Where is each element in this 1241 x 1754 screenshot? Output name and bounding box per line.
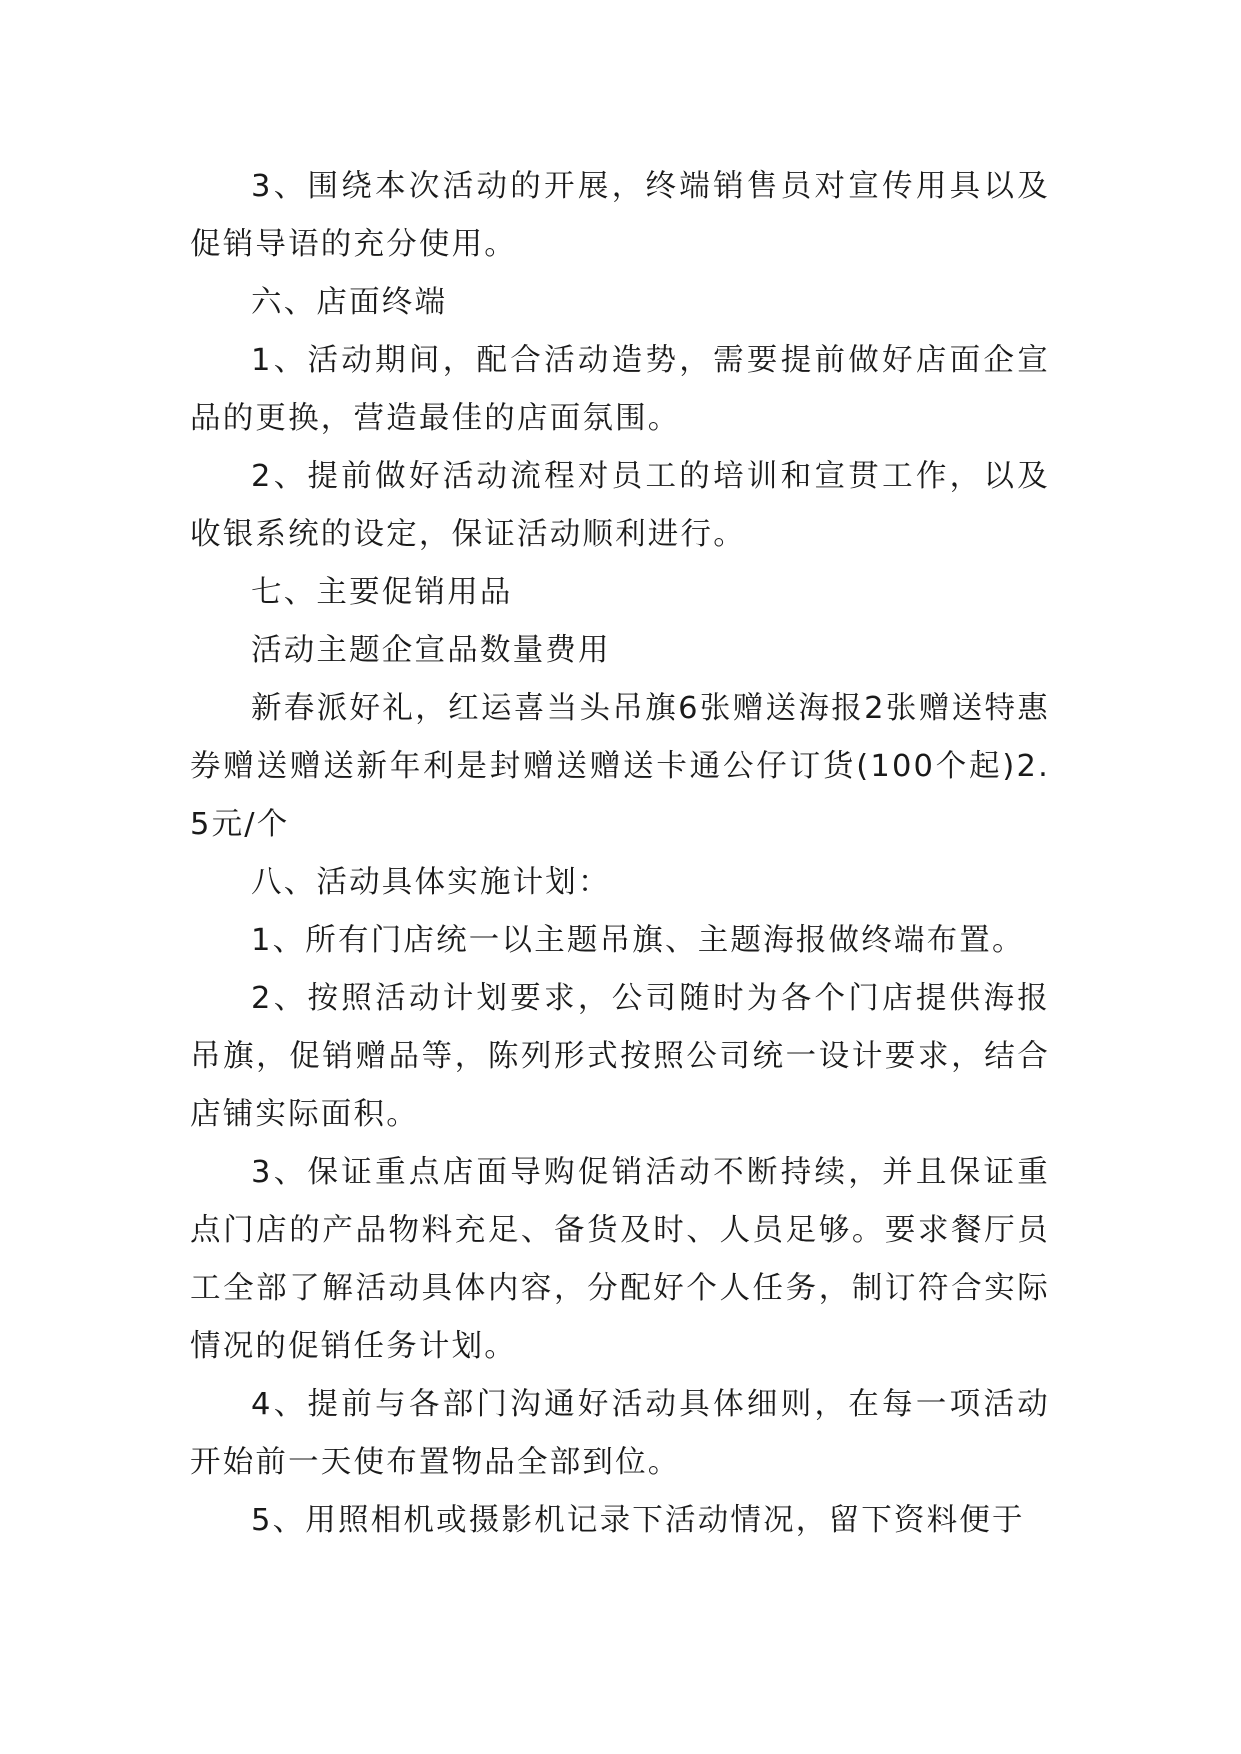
heading-implementation-plan: 八、活动具体实施计划： — [251, 865, 611, 900]
paragraph-plan-item-1: 1、所有门店统一以主题吊旗、主题海报做终端布置。 — [251, 923, 1025, 958]
paragraph-plan-item-3: 3、保证重点店面导购促销活动不断持续，并且保证重点门店的产品物料充足、备货及时、人员足够。要求餐厅员工全部了解活动具体内容，分配好个人任务，制订符合实际情况的促销任务计划。 — [190, 1155, 1050, 1364]
paragraph-promo-materials-usage: 3、围绕本次活动的开展，终端销售员对宣传用具以及促销导语的充分使用。 — [190, 169, 1050, 262]
paragraph-plan-item-4: 4、提前与各部门沟通好活动具体细则，在每一项活动开始前一天使布置物品全部到位。 — [190, 1387, 1050, 1480]
paragraph-promo-items-list: 新春派好礼，红运喜当头吊旗6张赠送海报2张赠送特惠券赠送赠送新年利是封赠送赠送卡通公仔订货(100个起)2.5元/个 — [190, 691, 1050, 842]
paragraph-plan-item-2: 2、按照活动计划要求，公司随时为各个门店提供海报吊旗，促销赠品等，陈列形式按照公司统一设计要求，结合店铺实际面积。 — [190, 981, 1050, 1132]
heading-promo-items: 七、主要促销用品 — [251, 575, 513, 610]
paragraph-staff-training: 2、提前做好活动流程对员工的培训和宣贯工作，以及收银系统的设定，保证活动顺利进行。 — [190, 459, 1050, 552]
paragraph-promo-items-header: 活动主题企宣品数量费用 — [251, 633, 611, 668]
paragraph-plan-item-5: 5、用照相机或摄影机记录下活动情况，留下资料便于 — [251, 1503, 1025, 1538]
heading-store-terminal: 六、店面终端 — [251, 285, 448, 320]
paragraph-store-decoration: 1、活动期间，配合活动造势，需要提前做好店面企宣品的更换，营造最佳的店面氛围。 — [190, 343, 1050, 436]
document-body — [190, 158, 1050, 1550]
